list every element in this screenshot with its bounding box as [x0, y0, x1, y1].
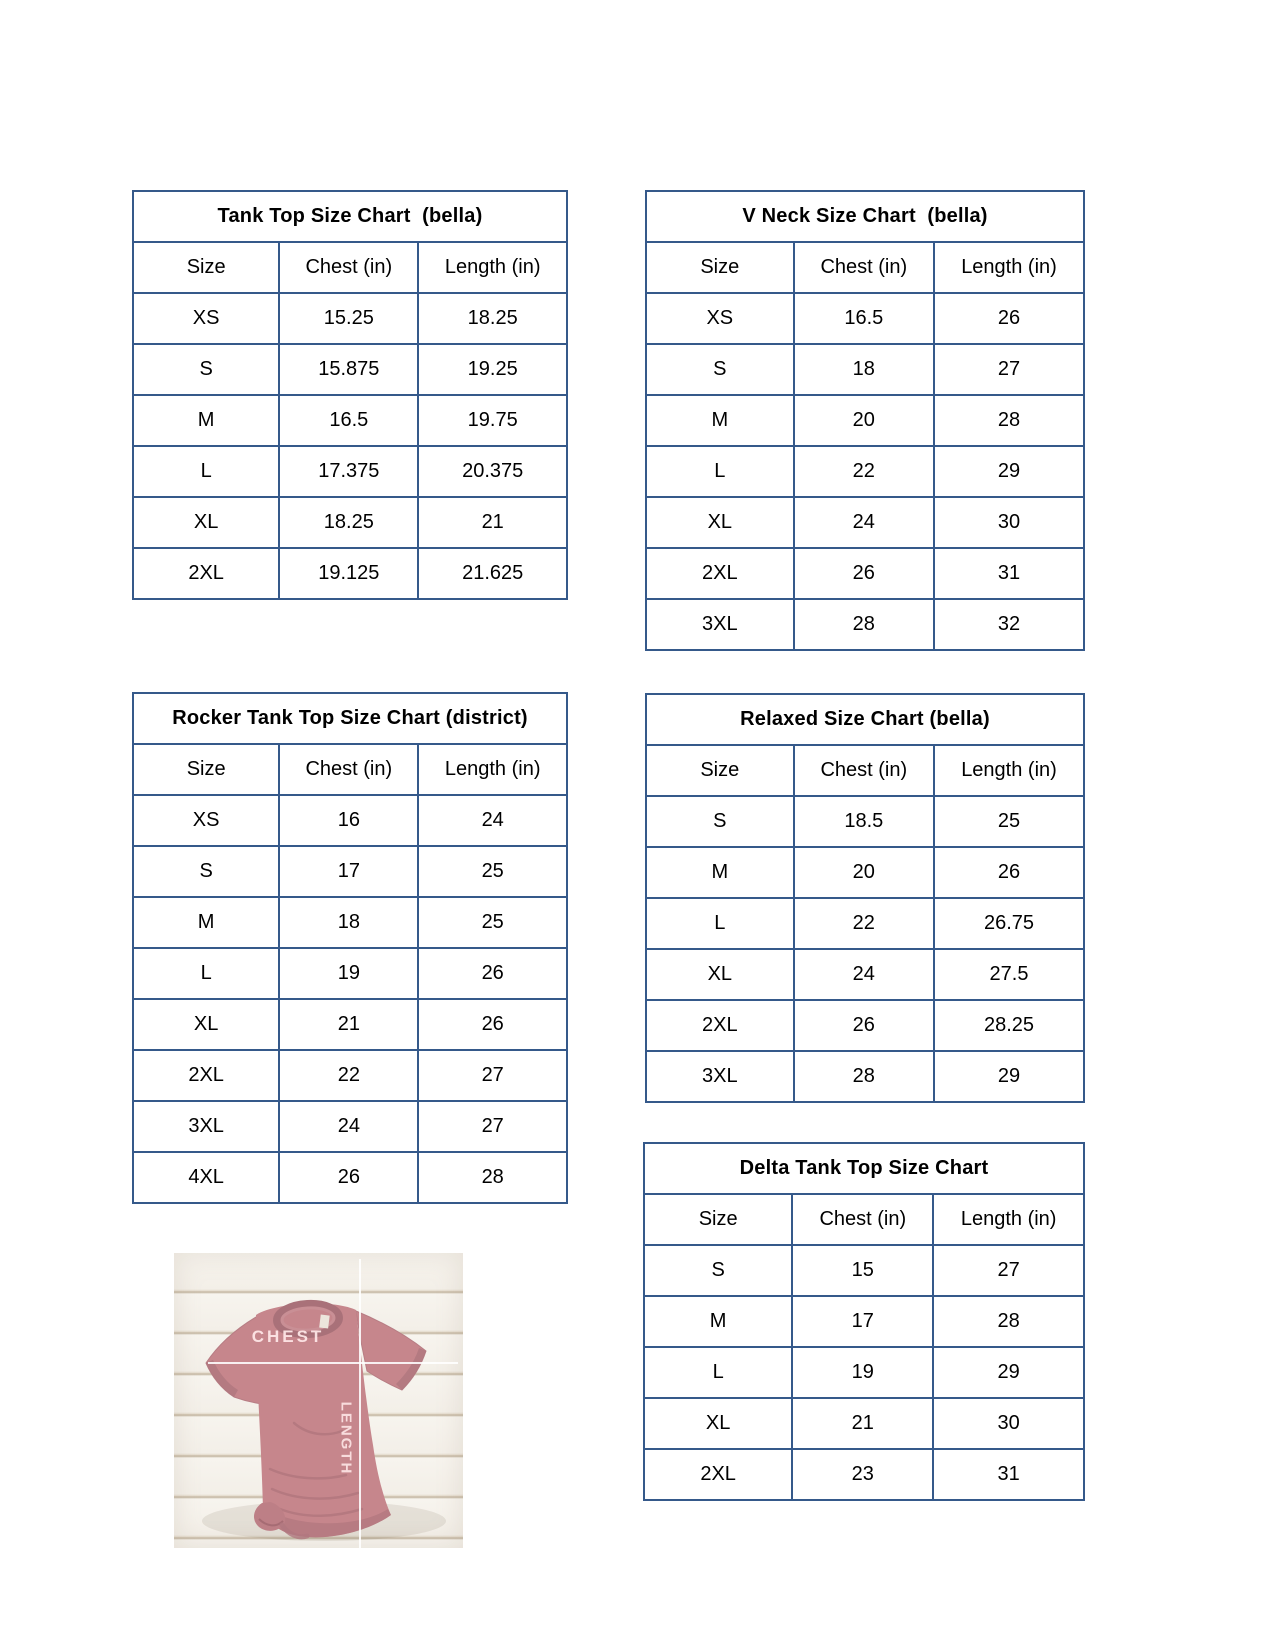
- table-cell: 2XL: [702, 562, 738, 584]
- table-cell: L: [200, 460, 212, 482]
- table-cell: 27: [932, 1246, 1083, 1295]
- column-header: Chest (in): [793, 243, 933, 292]
- table-cell: 22: [278, 1051, 417, 1100]
- table-cell: M: [711, 861, 729, 883]
- table-cell: 30: [933, 498, 1083, 547]
- column-header: Chest (in): [278, 745, 417, 794]
- table-cell: 24: [793, 950, 933, 999]
- table-row: [134, 1151, 566, 1202]
- column-header: Size: [186, 758, 226, 780]
- table-cell: 22: [793, 899, 933, 948]
- table-cell: 2XL: [700, 1463, 736, 1485]
- table-cell: XS: [706, 307, 734, 329]
- table-cell: 19: [791, 1348, 932, 1397]
- table-cell: S: [199, 860, 213, 882]
- delta-tank-size-table: [643, 1142, 1085, 1501]
- table-row: [134, 394, 566, 445]
- v-neck-size-table-title: V Neck Size Chart (bella): [742, 205, 988, 227]
- table-row: [647, 999, 1083, 1050]
- table-cell: 18.25: [417, 294, 566, 343]
- v-neck-size-table: [645, 190, 1085, 651]
- table-cell: 26.75: [933, 899, 1083, 948]
- table-row: [647, 496, 1083, 547]
- table-row: [134, 445, 566, 496]
- table-row: [134, 496, 566, 547]
- table-row: [645, 1295, 1083, 1346]
- table-cell: M: [709, 1310, 727, 1332]
- table-cell: 28: [793, 600, 933, 649]
- table-cell: 15: [791, 1246, 932, 1295]
- table-cell: S: [711, 1259, 725, 1281]
- table-cell: XL: [707, 511, 733, 533]
- length-measurement-line: [359, 1259, 361, 1548]
- table-row: [647, 394, 1083, 445]
- table-cell: M: [197, 911, 215, 933]
- table-row: [647, 292, 1083, 343]
- table-cell: S: [713, 358, 727, 380]
- table-cell: 19: [278, 949, 417, 998]
- table-cell: 22: [793, 447, 933, 496]
- table-cell: 26: [933, 848, 1083, 897]
- table-cell: 21.625: [417, 549, 566, 598]
- table-row: [645, 1244, 1083, 1295]
- table-cell: 27: [417, 1051, 566, 1100]
- table-cell: 2XL: [188, 562, 224, 584]
- table-cell: 24: [793, 498, 933, 547]
- table-cell: XL: [193, 1013, 219, 1035]
- table-cell: 3XL: [188, 1115, 224, 1137]
- column-header: Length (in): [417, 243, 566, 292]
- table-cell: 28.25: [933, 1001, 1083, 1050]
- table-cell: 3XL: [702, 1065, 738, 1087]
- table-cell: M: [711, 409, 729, 431]
- table-cell: M: [197, 409, 215, 431]
- column-header: Size: [700, 759, 740, 781]
- table-cell: 17: [791, 1297, 932, 1346]
- table-cell: 20: [793, 848, 933, 897]
- table-cell: 32: [933, 600, 1083, 649]
- table-cell: 27: [933, 345, 1083, 394]
- table-cell: 19.25: [417, 345, 566, 394]
- table-row: [134, 547, 566, 598]
- table-cell: 18.5: [793, 797, 933, 846]
- column-header: Length (in): [932, 1195, 1083, 1244]
- table-cell: 29: [933, 1052, 1083, 1101]
- table-cell: 16: [278, 796, 417, 845]
- column-header: Chest (in): [791, 1195, 932, 1244]
- table-cell: 15.25: [278, 294, 417, 343]
- table-row: [647, 343, 1083, 394]
- table-row: [647, 445, 1083, 496]
- table-cell: 26: [793, 549, 933, 598]
- table-cell: 16.5: [278, 396, 417, 445]
- table-cell: 18.25: [278, 498, 417, 547]
- rocker-tank-size-table: [132, 692, 568, 1204]
- tank-top-size-table-header-row: [134, 241, 566, 292]
- table-cell: 23: [791, 1450, 932, 1499]
- column-header: Size: [186, 256, 226, 278]
- table-cell: 3XL: [702, 613, 738, 635]
- table-cell: L: [200, 962, 212, 984]
- table-row: [134, 1100, 566, 1151]
- table-cell: 31: [932, 1450, 1083, 1499]
- table-cell: 21: [791, 1399, 932, 1448]
- table-cell: 28: [417, 1153, 566, 1202]
- table-cell: 18: [793, 345, 933, 394]
- table-cell: 2XL: [188, 1064, 224, 1086]
- table-cell: XS: [192, 307, 220, 329]
- table-cell: 27: [417, 1102, 566, 1151]
- table-cell: 26: [278, 1153, 417, 1202]
- table-cell: 17.375: [278, 447, 417, 496]
- table-cell: 30: [932, 1399, 1083, 1448]
- table-cell: 28: [793, 1052, 933, 1101]
- table-cell: 24: [417, 796, 566, 845]
- table-row: [647, 1050, 1083, 1101]
- table-cell: 2XL: [702, 1014, 738, 1036]
- table-row: [134, 794, 566, 845]
- rocker-tank-size-table-header-row: [134, 743, 566, 794]
- table-cell: L: [714, 912, 726, 934]
- table-cell: S: [713, 810, 727, 832]
- table-row: [134, 845, 566, 896]
- table-cell: 16.5: [793, 294, 933, 343]
- table-cell: 17: [278, 847, 417, 896]
- table-cell: 31: [933, 549, 1083, 598]
- table-cell: 26: [933, 294, 1083, 343]
- table-cell: 28: [933, 396, 1083, 445]
- table-cell: 4XL: [188, 1166, 224, 1188]
- column-header: Length (in): [933, 243, 1083, 292]
- table-row: [647, 598, 1083, 649]
- table-cell: 20.375: [417, 447, 566, 496]
- table-row: [645, 1397, 1083, 1448]
- table-cell: L: [712, 1361, 724, 1383]
- tank-top-size-table: [132, 190, 568, 600]
- table-row: [134, 998, 566, 1049]
- table-cell: 15.875: [278, 345, 417, 394]
- relaxed-size-table-header-row: [647, 744, 1083, 795]
- table-cell: XL: [705, 1412, 731, 1434]
- column-header: Size: [700, 256, 740, 278]
- table-row: [647, 547, 1083, 598]
- table-row: [134, 947, 566, 998]
- tank-top-size-table-title: Tank Top Size Chart (bella): [217, 205, 483, 227]
- length-label: LENGTH: [337, 1401, 355, 1476]
- table-cell: 26: [793, 1001, 933, 1050]
- table-row: [645, 1448, 1083, 1499]
- shirt-measurement-photo: [174, 1253, 463, 1548]
- table-row: [647, 846, 1083, 897]
- delta-tank-size-table-title: Delta Tank Top Size Chart: [739, 1157, 989, 1179]
- table-cell: XS: [192, 809, 220, 831]
- table-row: [647, 795, 1083, 846]
- table-cell: S: [199, 358, 213, 380]
- chest-label: CHEST: [251, 1327, 325, 1346]
- table-cell: 18: [278, 898, 417, 947]
- rocker-tank-size-table-title: Rocker Tank Top Size Chart (district): [172, 707, 528, 729]
- delta-tank-size-table-header-row: [645, 1193, 1083, 1244]
- table-cell: 26: [417, 1000, 566, 1049]
- relaxed-size-table-title: Relaxed Size Chart (bella): [740, 708, 990, 730]
- table-row: [134, 292, 566, 343]
- table-cell: 25: [417, 898, 566, 947]
- table-cell: XL: [707, 963, 733, 985]
- table-cell: 21: [417, 498, 566, 547]
- chest-measurement-line: [208, 1362, 458, 1364]
- table-cell: 20: [793, 396, 933, 445]
- table-row: [647, 897, 1083, 948]
- table-cell: 29: [932, 1348, 1083, 1397]
- table-cell: 29: [933, 447, 1083, 496]
- table-row: [645, 1346, 1083, 1397]
- table-cell: 25: [933, 797, 1083, 846]
- table-row: [134, 343, 566, 394]
- column-header: Chest (in): [793, 746, 933, 795]
- table-row: [134, 896, 566, 947]
- table-cell: 27.5: [933, 950, 1083, 999]
- table-cell: 28: [932, 1297, 1083, 1346]
- column-header: Length (in): [933, 746, 1083, 795]
- table-row: [647, 948, 1083, 999]
- table-cell: 19.75: [417, 396, 566, 445]
- table-cell: 25: [417, 847, 566, 896]
- relaxed-size-table: [645, 693, 1085, 1103]
- table-cell: XL: [193, 511, 219, 533]
- tshirt-illustration: [174, 1253, 463, 1548]
- column-header: Chest (in): [278, 243, 417, 292]
- table-cell: L: [714, 460, 726, 482]
- v-neck-size-table-header-row: [647, 241, 1083, 292]
- column-header: Length (in): [417, 745, 566, 794]
- table-cell: 21: [278, 1000, 417, 1049]
- table-cell: 24: [278, 1102, 417, 1151]
- table-cell: 26: [417, 949, 566, 998]
- table-cell: 19.125: [278, 549, 417, 598]
- column-header: Size: [698, 1208, 738, 1230]
- table-row: [134, 1049, 566, 1100]
